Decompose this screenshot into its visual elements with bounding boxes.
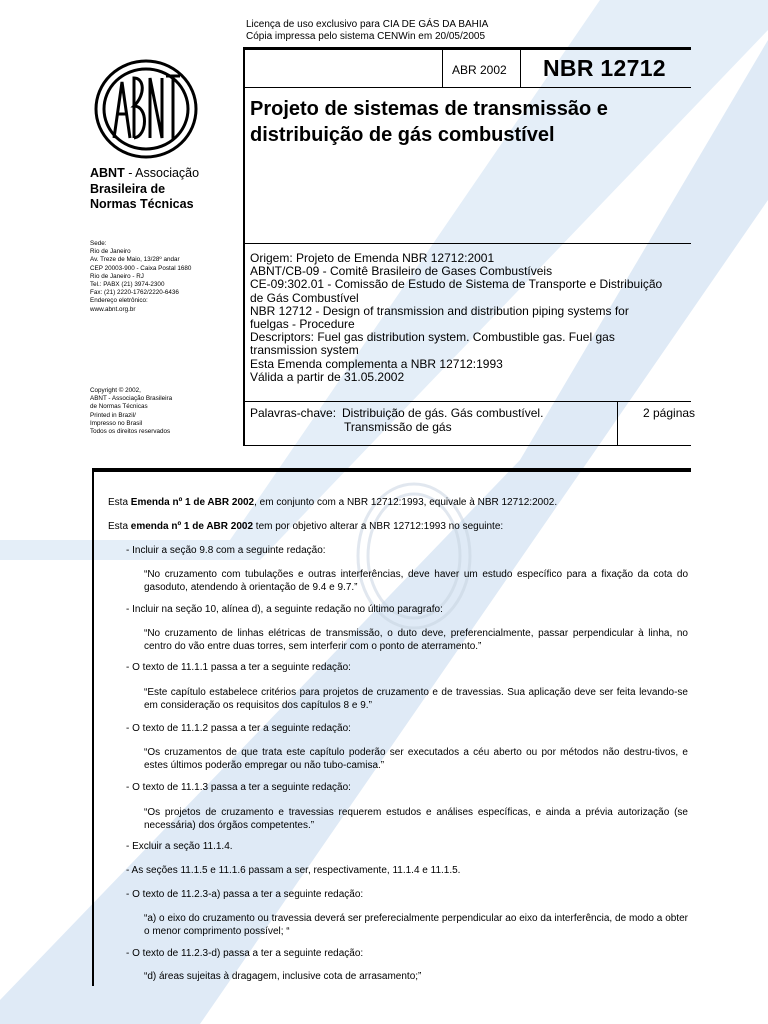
date-divider bbox=[442, 50, 443, 88]
org-short: ABNT bbox=[90, 166, 125, 180]
list-item: - Incluir na seção 10, alínea d), a seguinte redação no último paragrafo: bbox=[126, 604, 443, 615]
body-top-rule bbox=[92, 468, 691, 472]
title-line-2: distribuição de gás combustível bbox=[250, 124, 555, 146]
org-rest: - Associação bbox=[128, 166, 200, 180]
copyright-block bbox=[90, 387, 172, 436]
org-line-2: Brasileira de bbox=[90, 181, 166, 196]
organization-name bbox=[90, 166, 199, 213]
origin-line: Válida a partir de 31.05.2002 bbox=[250, 369, 405, 384]
origin-line: CE-09:302.01 - Comissão de Estudo de Sistema de Transporte e Distribuição bbox=[250, 277, 663, 292]
header-left-border bbox=[243, 50, 245, 446]
address-line: Endereço eletrônico: bbox=[90, 297, 148, 305]
paragraph-intro bbox=[108, 496, 688, 509]
list-item: - O texto de 11.2.3-a) passa a ter a seguinte redação: bbox=[126, 889, 364, 900]
list-item: - Incluir a seção 9.8 com a seguinte redação: bbox=[126, 545, 326, 556]
copyright-line: Copyright © 2002, bbox=[90, 387, 141, 394]
origin-line: transmission system bbox=[250, 343, 359, 358]
norm-number: NBR 12712 bbox=[543, 55, 666, 81]
text-run: Esta bbox=[108, 497, 131, 508]
quoted-text: “No cruzamento de linhas elétricas de transmissão, o duto deve, preferencialmente, passar perpendicular à linha, no centro do vão entre duas torres, sem interferir com o ponto de aterramento.” bbox=[144, 628, 688, 652]
bold-run: emenda nº 1 de ABR 2002 bbox=[130, 521, 254, 532]
list-item: - O texto de 11.2.3-d) passa a ter a seguinte redação: bbox=[126, 948, 364, 959]
quoted-text: “d) áreas sujeitas à dragagem, inclusive cota de arrasamento;” bbox=[144, 971, 422, 982]
title-line-1: Projeto de sistemas de transmissão e bbox=[250, 98, 608, 120]
copyright-line: de Normas Técnicas bbox=[90, 403, 148, 411]
copyright-line: Printed in Brazil/ bbox=[90, 411, 136, 419]
address-line: Rio de Janeiro - RJ bbox=[90, 272, 144, 280]
copyright-line: Todos os direitos reservados bbox=[90, 428, 171, 436]
origin-line: de Gás Combustível bbox=[250, 290, 359, 305]
paragraph-objective bbox=[108, 520, 688, 533]
address-line: Tel.: PABX (21) 3974-2300 bbox=[90, 281, 165, 289]
pages-divider bbox=[617, 401, 618, 445]
page-count: 2 páginas bbox=[643, 406, 696, 420]
keywords-line-2: Transmissão de gás bbox=[344, 420, 452, 434]
origin-line: fuelgas - Procedure bbox=[250, 317, 355, 332]
origin-line: Esta Emenda complementa a NBR 12712:1993 bbox=[250, 356, 503, 371]
keywords-top-rule bbox=[243, 401, 691, 402]
quoted-text: “No cruzamento com tubulações e outras interferências, deve haver um estudo específico para a fixação da cota do gasoduto, atendendo à orientação de 9.4 e 9.7.” bbox=[144, 569, 688, 593]
bold-run: Emenda nº 1 de ABR 2002 bbox=[130, 497, 255, 508]
keywords-label: Palavras-chave: bbox=[250, 406, 337, 420]
quoted-text: “Os cruzamentos de que trata este capítulo poderão ser executados a céu aberto ou por métodos não destru-tivos, e estes últimos poderão empregar ou não tubo-camisa.” bbox=[144, 747, 688, 771]
text-run: , em conjunto com a NBR 12712:1993, equivale à NBR 12712:2002. bbox=[254, 497, 558, 508]
body-left-border bbox=[92, 468, 94, 986]
license-line-2: Cópia impressa pelo sistema CENWin em 20/05/2005 bbox=[246, 31, 485, 42]
address-line: www.abnt.org.br bbox=[90, 305, 136, 313]
address-line: Fax: (21) 2220-1762/2220-6436 bbox=[90, 289, 179, 297]
quoted-text: “a) o eixo do cruzamento ou travessia deverá ser preferecialmente perpendicular ao eixo da interferência, de modo a obter o menor comprimento possível; “ bbox=[144, 913, 688, 937]
address-line: Rio de Janeiro bbox=[90, 248, 131, 256]
issue-date: ABR 2002 bbox=[452, 63, 507, 77]
address-block bbox=[90, 240, 191, 314]
list-item: - O texto de 11.1.3 passa a ter a seguinte redação: bbox=[126, 782, 351, 793]
address-line: CEP 20003-900 - Caixa Postal 1680 bbox=[90, 264, 192, 272]
abnt-logo-icon bbox=[92, 58, 200, 160]
quoted-text: “Este capítulo estabelece critérios para projetos de cruzamento e de travessias. Sua aplicação deve ser feita levando-se em consideração os requisitos dos capítulos 8 e 9.” bbox=[144, 687, 688, 711]
norm-divider bbox=[520, 50, 521, 88]
list-item: - Excluir a seção 11.1.4. bbox=[126, 841, 233, 852]
origin-line: NBR 12712 - Design of transmission and distribution piping systems for bbox=[250, 303, 629, 318]
document-title bbox=[250, 96, 690, 148]
keywords-line-1: Distribuição de gás. Gás combustível. bbox=[342, 406, 544, 420]
origin-line: Descriptors: Fuel gas distribution system. Combustible gas. Fuel gas bbox=[250, 330, 615, 345]
address-line: Av. Treze de Maio, 13/28º andar bbox=[90, 256, 180, 264]
origin-line: ABNT/CB-09 - Comitê Brasileiro de Gases Combustíveis bbox=[250, 264, 553, 279]
copyright-line: Impresso no Brasil bbox=[90, 419, 143, 427]
org-line-3: Normas Técnicas bbox=[90, 197, 194, 211]
list-item: - As seções 11.1.5 e 11.1.6 passam a ser, respectivamente, 11.1.4 e 11.1.5. bbox=[126, 865, 461, 876]
copyright-line: ABNT - Associação Brasileira bbox=[90, 395, 173, 403]
list-item: - O texto de 11.1.1 passa a ter a seguinte redação: bbox=[126, 662, 351, 673]
address-line: Sede: bbox=[90, 240, 107, 247]
list-item: - O texto de 11.1.2 passa a ter a seguinte redação: bbox=[126, 723, 351, 734]
origin-line: Origem: Projeto de Emenda NBR 12712:2001 bbox=[250, 251, 495, 265]
quoted-text: “Os projetos de cruzamento e travessias requerem estudos e análises específicas, e ainda a prévia autorização (se necessária) dos órgãos competentes.” bbox=[144, 807, 688, 831]
origin-block bbox=[250, 252, 688, 384]
license-line-1: Licença de uso exclusivo para CIA DE GÁS DA BAHIA bbox=[246, 19, 489, 30]
keywords-bottom-rule bbox=[243, 445, 691, 446]
text-run: tem por objetivo alterar a NBR 12712:1993 no seguinte: bbox=[253, 521, 504, 532]
header-rule bbox=[243, 87, 691, 88]
text-run: Esta bbox=[108, 521, 131, 532]
origin-top-rule bbox=[243, 243, 691, 244]
header-top-rule bbox=[243, 47, 691, 50]
license-notice bbox=[246, 19, 488, 43]
